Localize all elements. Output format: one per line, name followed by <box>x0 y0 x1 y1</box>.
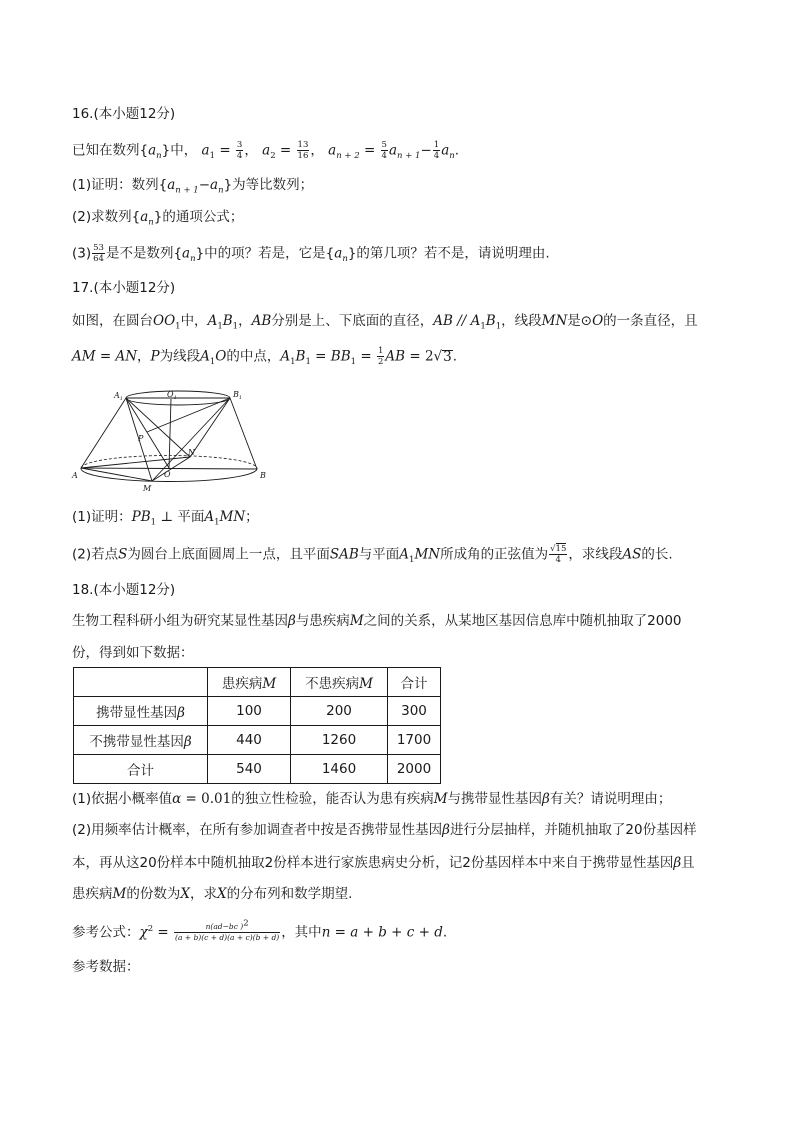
table-cell: 1460 <box>291 755 388 784</box>
fraction: $\frac{√15}{4}$ <box>550 544 567 565</box>
q16-part3: (3) $\frac{53}{64}$ 是不是数列$\{a_n\}$中的项？若是，它是$\{a_n\}$的第几项？若不是，请说明理由. <box>72 243 550 265</box>
table-cell: 300 <box>388 697 441 726</box>
fraction: $\frac{53}{64}$ <box>93 243 104 264</box>
label-o: O <box>164 470 171 479</box>
q17-part1: (1)证明：$PB_1$ ⊥ 平面$A_1MN$； <box>72 509 259 528</box>
q18-part2-line1: (2)用频率估计概率，在所有参加调查者中按是否携带显性基因β进行分层抽样，并随机抽取了20份基因样 <box>72 822 697 838</box>
label-m: M <box>143 484 152 493</box>
label-n: N <box>188 448 195 457</box>
table-header-cell: 患疾病M <box>208 668 291 697</box>
label-p: P <box>138 434 144 443</box>
label-b1: $B_1$ <box>233 390 243 401</box>
table-cell: 200 <box>291 697 388 726</box>
q18-formula: 参考公式：$\chi^2$ = $\frac{n(ad-bc )^2}{(a + b)(c + d)(a + c)(b + d)}$ ，其中n = a + b + c + d. <box>72 918 448 942</box>
label-a1: $A_1$ <box>114 391 123 402</box>
q17-header: 17.(本小题12分) <box>72 280 176 296</box>
q18-reference-data: 参考数据： <box>72 959 140 975</box>
segment-an <box>81 457 190 468</box>
fraction: $\frac{1}{4}$ <box>433 140 440 161</box>
chi-square-fraction: $\frac{n(ad-bc )^2}{(a + b)(c + d)(a + c)(b + d)}$ <box>175 918 280 942</box>
table-row <box>74 697 441 726</box>
label-o1: $O_1$ <box>167 390 177 401</box>
table-header-cell: 不患疾病M <box>291 668 388 697</box>
q16-part2: (2)求数列$\{a_n\}$的通项公式； <box>72 209 244 228</box>
table-header-cell: 合计 <box>388 668 441 697</box>
data-table <box>73 667 441 784</box>
q18-stem-line1: 生物工程科研小组为研究某显性基因β与患疾病M之间的关系，从某地区基因信息库中随机抽取了2000 <box>72 613 682 629</box>
q18-stem-line2: 份，得到如下数据： <box>72 645 194 661</box>
frustum-figure <box>70 387 270 495</box>
segment-a1o <box>126 398 169 468</box>
lateral-edge-right <box>230 398 257 469</box>
axis-oo1 <box>169 399 171 468</box>
table-row <box>74 755 441 784</box>
table-row <box>74 726 441 755</box>
table-cell: 100 <box>208 697 291 726</box>
row-label: 携带显性基因β <box>74 697 208 726</box>
q16-stem: 已知在数列$\{a_n\}$中， $a_1$ = $\frac{3}{4}$ ， $a_2$ = $\frac{13}{16}$ ， $a_{n + 2}$ = $\frac{5}{4}$ $a_{n + 1}-$ $\frac{1}{4}$ $a_n$. <box>72 140 460 162</box>
segment-pb1 <box>147 398 230 432</box>
q17-stem-line1: 如图，在圆台$OO_1$中，$A_1B_1$，AB分别是上、下底面的直径，AB // $A_1B_1$，线段MN是⊙O的一条直径，且 <box>72 313 698 332</box>
table-cell: 1260 <box>291 726 388 755</box>
q18-part1: (1)依据小概率值α = 0.01的独立性检验，能否认为患有疾病M与携带显性基因β有关？请说明理由； <box>72 791 672 807</box>
label-a: A <box>72 471 78 480</box>
fraction: $\frac{5}{4}$ <box>381 140 387 161</box>
q17-part2: (2)若点S为圆台上底面圆周上一点，且平面SAB与平面$A_1MN$所成角的正弦值为 $\frac{√15}{4}$ ，求线段AS的长. <box>72 544 673 566</box>
fraction: $\frac{3}{4}$ <box>236 140 243 161</box>
q18-header: 18.(本小题12分) <box>72 582 176 598</box>
q18-part2-line2: 本，再从这20份样本中随机抽取2份样本进行家族患病史分析，记2份基因样本中来自于携带显性基因β且 <box>72 855 695 871</box>
q16-part1: (1)证明：数列$\{a_{n + 1}-a_n\}$为等比数列； <box>72 177 314 196</box>
fraction: $\frac{13}{16}$ <box>297 140 309 161</box>
label-b: B <box>260 471 266 480</box>
q18-part2-line3: 患疾病M的份数为X，求X的分布列和数学期望. <box>72 886 353 902</box>
row-label: 合计 <box>74 755 208 784</box>
table-cell: 1700 <box>388 726 441 755</box>
segment-ab <box>81 468 257 469</box>
fraction: $\frac{1}{2}$ <box>377 346 384 367</box>
table-header-row <box>74 668 441 697</box>
row-label: 不携带显性基因β <box>74 726 208 755</box>
table-cell: 440 <box>208 726 291 755</box>
q17-stem-line2: AM = AN，P为线段$A_1O$的中点，$A_1B_1 = BB_1$ = $\frac{1}{2}$ AB = 2√3. <box>72 346 458 368</box>
table-header-cell <box>74 668 208 697</box>
q16-header: 16.(本小题12分) <box>72 106 176 122</box>
table-cell: 540 <box>208 755 291 784</box>
segment-b1n <box>190 398 230 457</box>
table-cell: 2000 <box>388 755 441 784</box>
